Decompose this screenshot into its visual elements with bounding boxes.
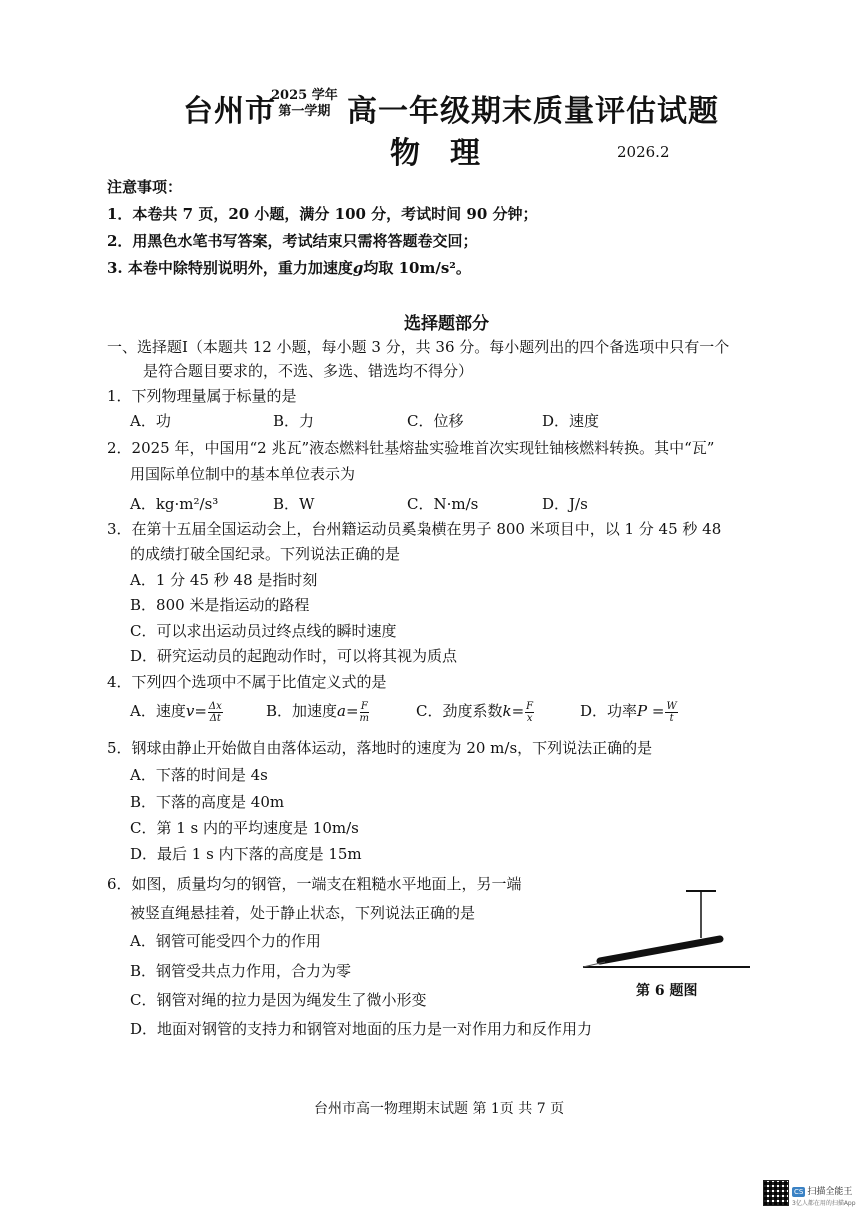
q2-option-c: C．N·m/s	[407, 495, 479, 513]
q2-option-d: D．J/s	[542, 495, 588, 513]
q4-option-a: A．速度v= $\frac{\Delta x}{\Delta t}$	[130, 700, 222, 724]
q1-option-c: C．位移	[407, 412, 464, 430]
scanner-tagline: 3亿人都在用的扫描App	[792, 1200, 856, 1207]
steel-pipe	[600, 939, 720, 961]
header-city: 台州市	[183, 94, 276, 129]
term-info	[271, 88, 338, 120]
term-semester: 第一学期	[278, 104, 331, 119]
part1-instructions-line1: 一、选择题Ⅰ（本题共 12 小题，每小题 3 分，共 36 分。每小题列出的四个备选项中只有一个	[107, 338, 730, 356]
q1-option-b: B．力	[273, 412, 315, 430]
notice-heading: 注意事项：	[107, 178, 183, 196]
qr-code-icon	[763, 1180, 789, 1206]
q6-option-b: B．钢管受共点力作用，合力为零	[130, 962, 352, 980]
q4-a-fraction: $\frac{\Delta x}{\Delta t}$	[208, 700, 222, 724]
q4-option-d: D．功率P = $\frac{W}{t}$	[580, 700, 677, 724]
q4-b-fraction: $\frac{F}{m}$	[359, 700, 370, 724]
notice-item-2: 2．用黑色水笔书写答案，考试结束只需将答题卷交回；	[107, 232, 478, 250]
q3-stem-line1: 3．在第十五届全国运动会上，台州籍运动员奚枭横在男子 800 米项目中，以 1 分 45 秒 48	[107, 520, 722, 538]
cs-logo-icon: CS	[794, 1188, 804, 1196]
q5-option-a: A．下落的时间是 4s	[130, 766, 268, 784]
subject-title: 物理	[390, 136, 510, 171]
q2-stem-line1: 2．2025 年，中国用“2 兆瓦”液态燃料钍基熔盐实验堆首次实现钍铀核燃料转换。其中“瓦”	[107, 439, 715, 457]
q2-option-b: B．W	[273, 495, 315, 513]
notice-item-3: 3. 本卷中除特别说明外，重力加速度g均取 10m/s²。	[107, 259, 471, 277]
q3-option-b: B．800 米是指运动的路程	[130, 596, 310, 614]
q5-option-b: B．下落的高度是 40m	[130, 793, 285, 811]
q2-stem-line2: 用国际单位制中的基本单位表示为	[130, 465, 356, 483]
q3-option-c: C．可以求出运动员过终点线的瞬时速度	[130, 622, 397, 640]
section-title: 选择题部分	[404, 314, 489, 334]
notice-item-1: 1．本卷共 7 页，20 小题，满分 100 分，考试时间 90 分钟；	[107, 205, 538, 223]
q1-option-a: A．功	[130, 412, 171, 430]
q5-option-c: C．第 1 s 内的平均速度是 10m/s	[130, 819, 359, 837]
q6-figure-caption: 第 6 题图	[636, 983, 698, 999]
q4-c-fraction: $\frac{F}{x}$	[526, 700, 534, 724]
q6-option-c: C．钢管对绳的拉力是因为绳发生了微小形变	[130, 991, 427, 1009]
q5-option-d: D．最后 1 s 内下落的高度是 15m	[130, 845, 362, 863]
q5-stem: 5．钢球由静止开始做自由落体运动，落地时的速度为 20 m/s，下列说法正确的是	[107, 739, 653, 757]
scanner-watermark: CS 扫描全能王	[794, 1187, 853, 1197]
q4-stem: 4．下列四个选项中不属于比值定义式的是	[107, 673, 387, 691]
q6-option-d: D．地面对钢管的支持力和钢管对地面的压力是一对作用力和反作用力	[130, 1020, 593, 1038]
q1-option-d: D．速度	[542, 412, 600, 430]
q4-d-fraction: $\frac{W}{t}$	[666, 700, 677, 724]
q2-option-a: A．kg·m²/s³	[130, 495, 219, 513]
q4-option-b: B．加速度a= $\frac{F}{m}$	[266, 700, 370, 724]
q3-option-d: D．研究运动员的起跑动作时，可以将其视为质点	[130, 647, 458, 665]
term-year: 2025 学年	[271, 88, 338, 103]
page-footer: 台州市高一物理期末试题 第 1页 共 7 页	[314, 1101, 565, 1117]
part1-instructions-line2: 是符合题目要求的，不选、多选、错选均不得分）	[143, 362, 474, 380]
q6-stem-line1: 6．如图，质量均匀的钢管，一端支在粗糙水平地面上，另一端	[107, 875, 522, 893]
q4-option-c: C．劲度系数k= $\frac{F}{x}$	[416, 700, 534, 724]
q3-stem-line2: 的成绩打破全国纪录。下列说法正确的是	[130, 545, 401, 563]
exam-title: 高一年级期末质量评估试题	[347, 94, 719, 129]
q3-option-a: A．1 分 45 秒 48 是指时刻	[130, 571, 318, 589]
q6-stem-line2: 被竖直绳悬挂着，处于静止状态，下列说法正确的是	[130, 904, 476, 922]
q1-stem: 1．下列物理量属于标量的是	[107, 387, 297, 405]
q6-option-a: A．钢管可能受四个力的作用	[130, 932, 321, 950]
exam-date: 2026.2	[617, 143, 670, 161]
q6-figure	[580, 885, 755, 975]
